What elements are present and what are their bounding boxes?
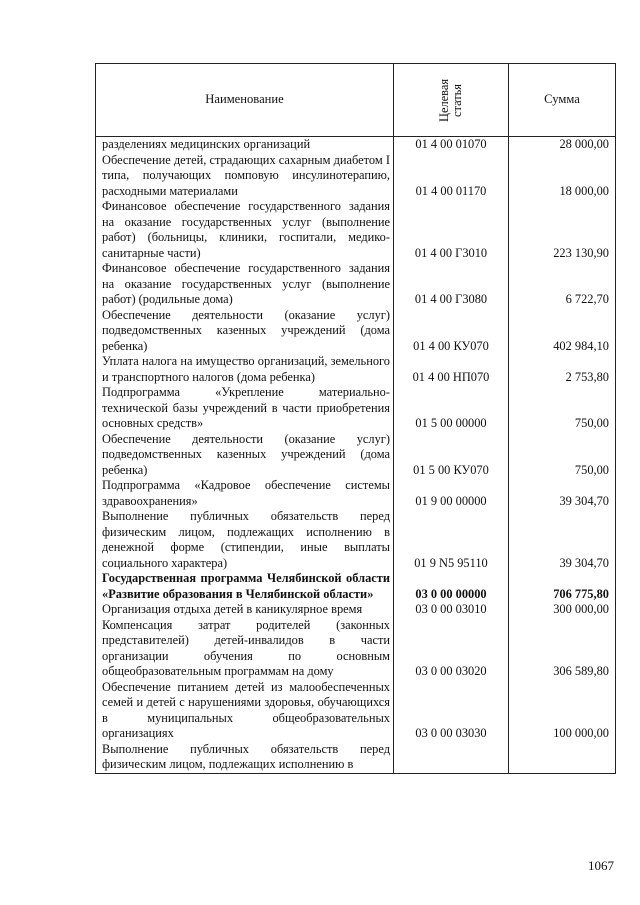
row-sum: 28 000,00 xyxy=(509,137,616,153)
row-name: Финансовое обеспечение государственного задания на оказание государственных услуг (выполнение работ) (больницы, клиники, госпитали, медико-санитарные части) xyxy=(96,199,394,261)
table-row xyxy=(96,153,616,200)
row-name: разделениях медицинских организаций xyxy=(96,137,394,153)
row-code: 03 0 00 03030 xyxy=(394,680,509,742)
table-row-program xyxy=(96,571,616,602)
table-row xyxy=(96,432,616,479)
row-code: 01 4 00 01070 xyxy=(394,137,509,153)
row-code: 01 4 00 01170 xyxy=(394,153,509,200)
row-name: Выполнение публичных обязательств перед физическим лицом, подлежащих исполнению в xyxy=(96,742,394,774)
row-name: Уплата налога на имущество организаций, земельного и транспортного налогов (дома ребенка) xyxy=(96,354,394,385)
table-row xyxy=(96,137,616,153)
row-sum: 300 000,00 xyxy=(509,602,616,618)
row-name: Выполнение публичных обязательств перед физическим лицом, подлежащих исполнению в денежной форме (стипендии, иные выплаты социального характера) xyxy=(96,509,394,571)
header-code-label: Целевая статья xyxy=(437,78,464,122)
row-code: 01 9 00 00000 xyxy=(394,478,509,509)
row-name: Обеспечение деятельности (оказание услуг) подведомственных казенных учреждений (дома ребенка) xyxy=(96,432,394,479)
row-sum: 750,00 xyxy=(509,385,616,432)
page-number: 1067 xyxy=(588,858,614,873)
table-row xyxy=(96,199,616,261)
row-code: 03 0 00 03010 xyxy=(394,602,509,618)
row-code: 01 4 00 НП070 xyxy=(394,354,509,385)
row-code: 01 5 00 КУ070 xyxy=(394,432,509,479)
budget-table xyxy=(95,63,616,774)
row-sum: 402 984,10 xyxy=(509,308,616,355)
row-name: Подпрограмма «Кадровое обеспечение системы здравоохранения» xyxy=(96,478,394,509)
row-code: 03 0 00 03020 xyxy=(394,618,509,680)
row-code: 01 4 00 Г3010 xyxy=(394,199,509,261)
row-sum: 6 722,70 xyxy=(509,261,616,308)
row-sum: 750,00 xyxy=(509,432,616,479)
row-code xyxy=(394,742,509,774)
row-sum: 306 589,80 xyxy=(509,618,616,680)
row-sum: 39 304,70 xyxy=(509,509,616,571)
table-header-row xyxy=(96,64,616,137)
row-code: 01 4 00 КУ070 xyxy=(394,308,509,355)
row-sum: 223 130,90 xyxy=(509,199,616,261)
row-name: Обеспечение деятельности (оказание услуг) подведомственных казенных учреждений (дома ребенка) xyxy=(96,308,394,355)
row-code: 03 0 00 00000 xyxy=(394,571,509,602)
row-name: Подпрограмма «Укрепление материально-технической базы учреждений в части приобретения основных средств» xyxy=(96,385,394,432)
header-code xyxy=(394,64,509,137)
row-name: Обеспечение детей, страдающих сахарным диабетом I типа, получающих помповую инсулинотерапию, расходными материалами xyxy=(96,153,394,200)
table-row xyxy=(96,509,616,571)
table-row xyxy=(96,618,616,680)
table-row xyxy=(96,385,616,432)
table-row xyxy=(96,308,616,355)
row-sum: 706 775,80 xyxy=(509,571,616,602)
row-name: Обеспечение питанием детей из малообеспеченных семей и детей с нарушениями здоровья, обучающихся в муниципальных общеобразовательных организациях xyxy=(96,680,394,742)
table-row xyxy=(96,680,616,742)
table-row xyxy=(96,742,616,774)
row-sum: 18 000,00 xyxy=(509,153,616,200)
table-row xyxy=(96,602,616,618)
row-name: Финансовое обеспечение государственного задания на оказание государственных услуг (выполнение работ) (родильные дома) xyxy=(96,261,394,308)
row-sum: 100 000,00 xyxy=(509,680,616,742)
table-row xyxy=(96,354,616,385)
row-code: 01 5 00 00000 xyxy=(394,385,509,432)
header-name: Наименование xyxy=(96,64,394,137)
row-code: 01 9 N5 95110 xyxy=(394,509,509,571)
row-name: Государственная программа Челябинской области «Развитие образования в Челябинской области» xyxy=(96,571,394,602)
header-sum: Сумма xyxy=(509,64,616,137)
row-name: Организация отдыха детей в каникулярное время xyxy=(96,602,394,618)
row-sum: 2 753,80 xyxy=(509,354,616,385)
row-sum xyxy=(509,742,616,774)
table-row xyxy=(96,261,616,308)
table-row xyxy=(96,478,616,509)
row-sum: 39 304,70 xyxy=(509,478,616,509)
row-name: Компенсация затрат родителей (законных представителей) детей-инвалидов в части организации обучения по основным общеобразовательным программам на дому xyxy=(96,618,394,680)
row-code: 01 4 00 Г3080 xyxy=(394,261,509,308)
